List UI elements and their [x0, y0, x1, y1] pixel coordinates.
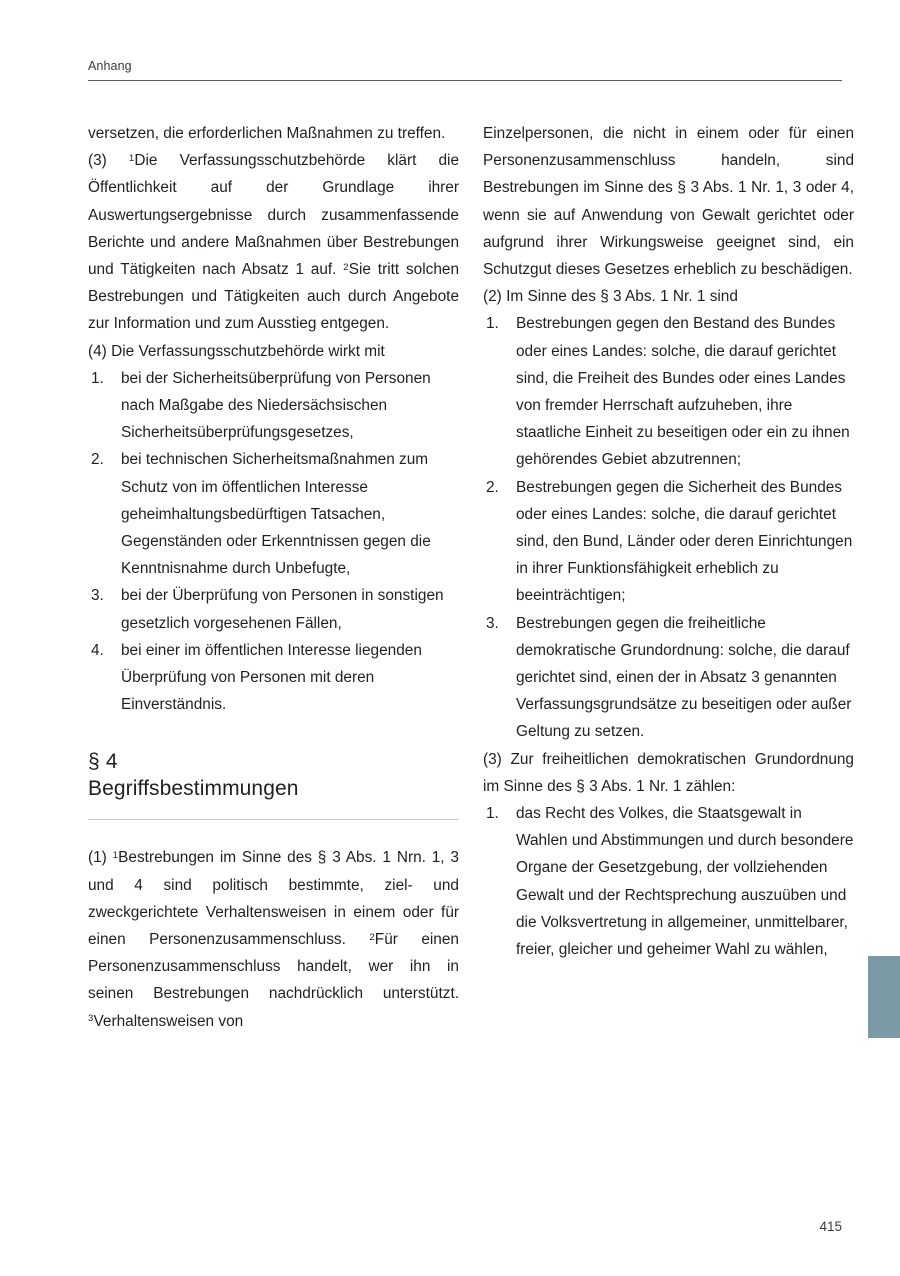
sentence-marker-1: 1: [112, 850, 118, 862]
list-item-text: bei der Überprüfung von Personen in sonstigen gesetzlich vorgesehenen Fällen,: [121, 587, 444, 632]
running-header-rule: [88, 80, 842, 81]
sentence-marker-1: 1: [128, 152, 135, 164]
sentence-marker-2: 2: [343, 261, 349, 273]
paragraph-1-sentence-1: Bestrebungen im Sinne des § 3 Abs. 1 Nrn. 1, 3 und 4 sind politisch bestimmte, ziel- und zweckgerichtete Verhaltensweisen in einem oder für einen Personenzusammenschluss.: [88, 849, 459, 949]
section-heading: [88, 748, 459, 803]
list-item-marker: 4.: [91, 641, 104, 659]
list-item-text: bei technischen Sicherheitsmaßnahmen zum Schutz von im öffentlichen Interesse geheimhaltungsbedürftigen Tatsachen, Gegenständen oder Erkenntnissen gegen die Kenntnisnahme durch Unbefugte,: [121, 451, 431, 578]
paragraph-1-continued: Einzelpersonen, die nicht in einem oder für einen Personenzusammenschluss handeln, sind Bestrebungen im Sinne des § 3 Abs. 1 Nr. 1, 3 oder 4, wenn sie auf Anwendung von Gewalt gerichtet oder aufgrund ihrer Wirkungsweise geeignet sind, ein Schutzgut dieses Gesetzes erheblich zu beschädigen.: [483, 125, 854, 279]
page-number: 415: [819, 1219, 842, 1234]
list-item: [88, 365, 459, 447]
section-number: § 4: [88, 750, 118, 774]
paragraph-4-list: [88, 365, 459, 719]
list-item: [483, 474, 854, 610]
paragraph-3-list: [483, 800, 854, 963]
section-heading-rule: [88, 819, 459, 820]
list-item: [88, 637, 459, 719]
paragraph-3-number: (3): [88, 152, 107, 170]
paragraph-1-sentence-3: Verhaltensweisen von: [93, 1012, 244, 1030]
list-item-text: das Recht des Volkes, die Staatsgewalt in Wahlen und Abstimmungen und durch besondere Organe der Gesetzgebung, der vollziehenden Gewalt und der Rechtsprechung auszuüben und die Volksvertretung in allgemeiner, unmittelbarer, freier, gleicher und geheimer Wahl zu wählen,: [516, 805, 854, 959]
paragraph-2-list: [483, 310, 854, 745]
paragraph-1-number: (1): [88, 849, 107, 867]
paragraph-3-sentence-1: Die Verfassungsschutzbehörde klärt die Öffentlichkeit auf der Grundlage ihrer Auswertungsergebnisse durch zusammenfassende Berichte und andere Maßnahmen über Bestrebungen und Tätigkeiten nach Absatz 1 auf.: [88, 152, 460, 279]
left-column: [88, 120, 459, 1200]
list-item: [88, 446, 459, 582]
thumb-index-tab: [868, 956, 900, 1038]
paragraph-4-intro: (4) Die Verfassungsschutzbehörde wirkt mit: [88, 342, 385, 360]
paragraph-1-sentence-2: Für einen Personenzusammenschluss handelt, wer ihn in seinen Bestrebungen nachdrücklich unterstützt.: [88, 931, 459, 1003]
paragraph-1: [88, 844, 459, 1034]
running-header-label: Anhang: [88, 59, 132, 73]
list-item: [88, 582, 459, 636]
list-item-text: Bestrebungen gegen die Sicherheit des Bundes oder eines Landes: solche, die darauf gerichtet sind, den Bund, Länder oder deren Einrichtungen in ihrer Funktionsfähigkeit erheblich zu beeinträchtigen;: [516, 478, 853, 605]
list-item-text: bei einer im öffentlichen Interesse liegenden Überprüfung von Personen mit deren Einverständnis.: [121, 641, 422, 714]
paragraph-3: [88, 147, 459, 337]
list-item-marker: 2.: [486, 478, 499, 496]
list-item-text: bei der Sicherheitsüberprüfung von Personen nach Maßgabe des Niedersächsischen Sicherheitsüberprüfungsgesetzes,: [121, 369, 431, 442]
section-title: Begriffsbestimmungen: [88, 777, 299, 801]
list-item: [483, 800, 854, 963]
paragraph-2-intro: (2) Im Sinne des § 3 Abs. 1 Nr. 1 sind: [483, 288, 738, 306]
list-item-marker: 2.: [91, 451, 104, 469]
list-item-marker: 1.: [486, 805, 499, 823]
paragraph-continued: versetzen, die erforderlichen Maßnahmen zu treffen.: [88, 125, 446, 142]
paragraph-3-intro: (3) Zur freiheitlichen demokratischen Grundordnung im Sinne des § 3 Abs. 1 Nr. 1 zählen:: [483, 750, 854, 795]
sentence-marker-2: 2: [369, 931, 375, 943]
paragraph-3-sentence-2: Sie tritt solchen Bestrebungen und Tätigkeiten auch durch Angebote zur Information und zum Ausstieg entgegen.: [88, 261, 460, 333]
list-item-marker: 3.: [486, 614, 499, 632]
right-column: [483, 120, 854, 1200]
list-item-text: Bestrebungen gegen die freiheitliche demokratische Grundordnung: solche, die darauf gerichtet sind, einen der in Absatz 3 genannten Verfassungsgrundsätze zu beseitigen oder außer Geltung zu setzen.: [516, 614, 852, 741]
list-item-marker: 3.: [91, 587, 104, 605]
list-item: [483, 610, 854, 746]
list-item-marker: 1.: [91, 369, 104, 387]
sentence-marker-3: 3: [88, 1013, 94, 1025]
list-item-marker: 1.: [486, 315, 499, 333]
body-columns: [88, 120, 854, 1200]
running-header: [88, 58, 842, 81]
list-item: [483, 310, 854, 473]
list-item-text: Bestrebungen gegen den Bestand des Bundes oder eines Landes: solche, die darauf gerichtet sind, die Freiheit des Bundes oder eines Landes von fremder Herrschaft aufzuheben, ihre staatliche Einheit zu beseitigen oder ein zu ihnen gehörendes Gebiet abzutrennen;: [516, 315, 850, 469]
